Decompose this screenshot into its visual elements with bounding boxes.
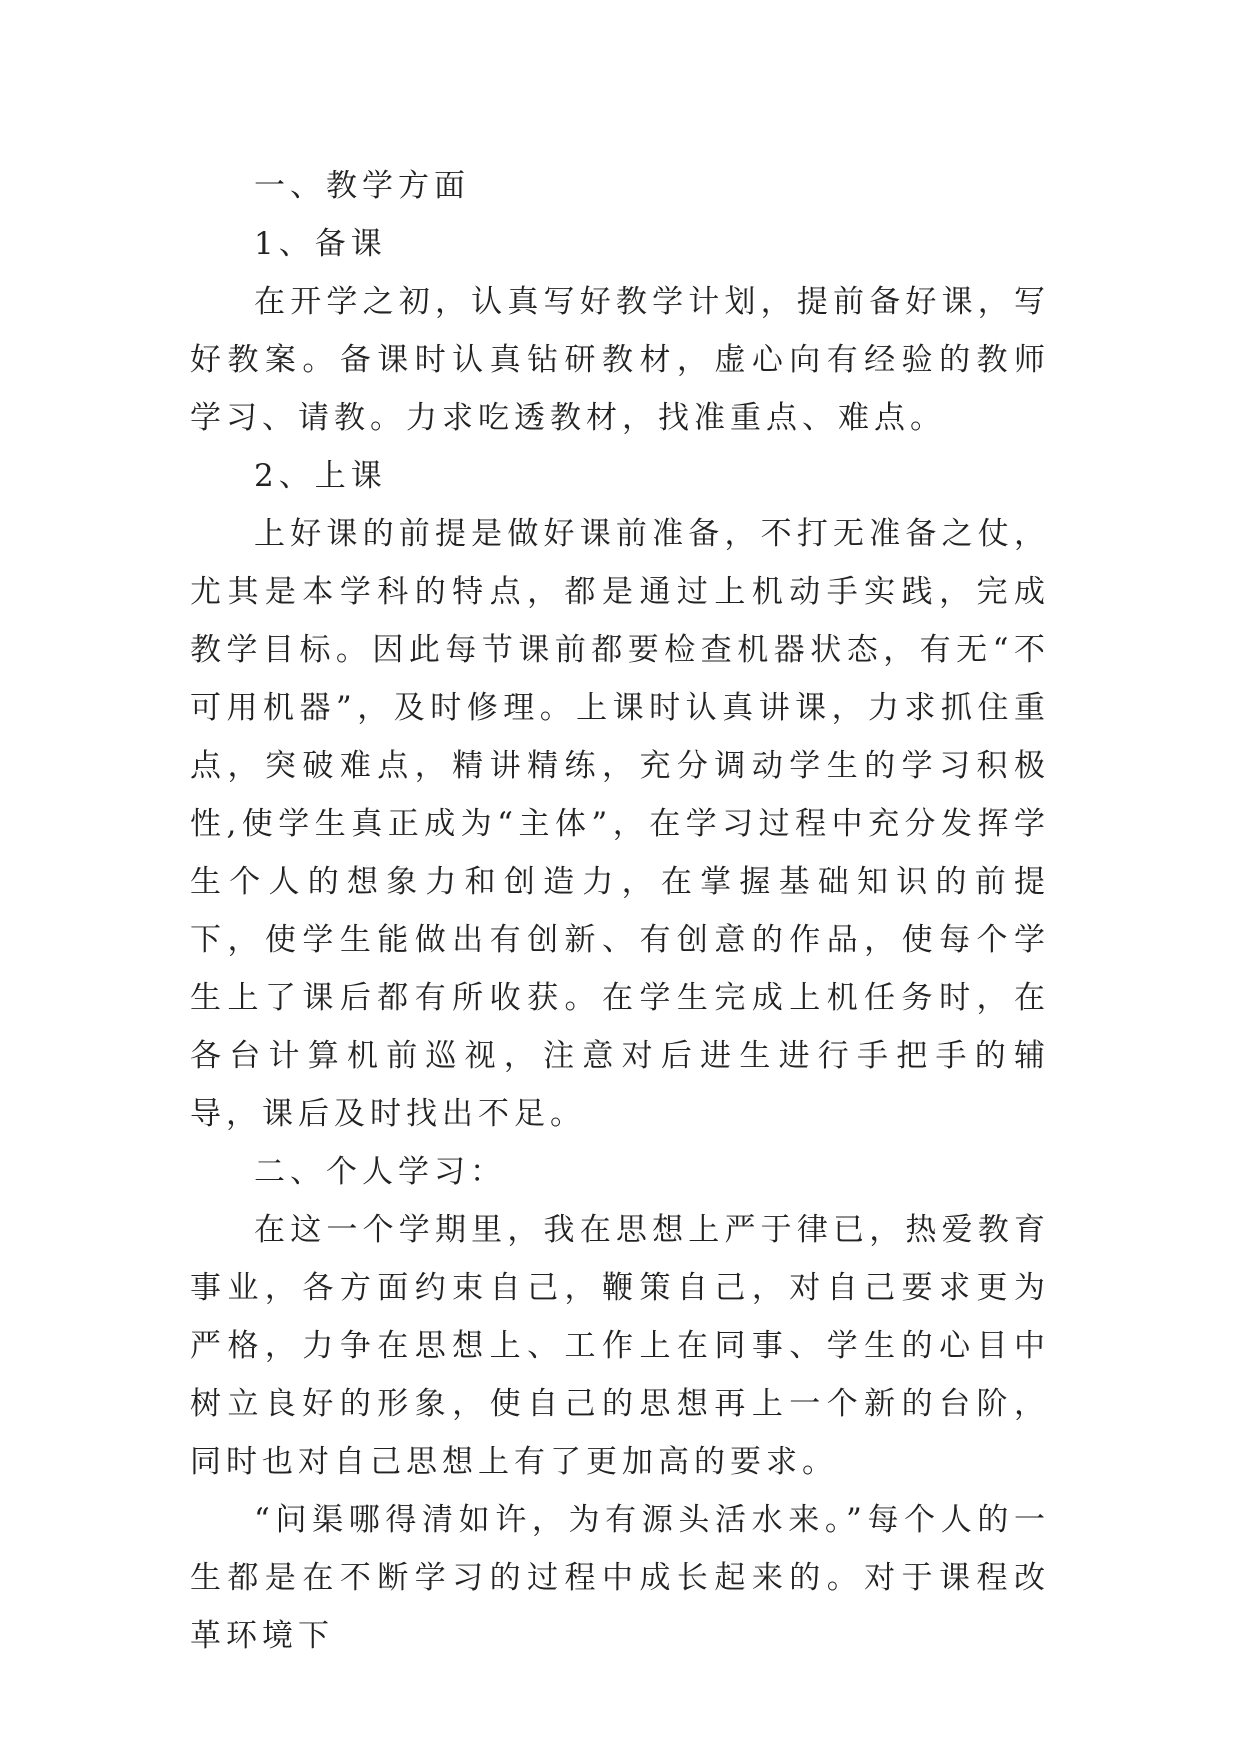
paragraph-personal-study-2: “问渠哪得清如许，为有源头活水来。”每个人的一生都是在不断学习的过程中成长起来的。对于课程改革环境下: [190, 1502, 1050, 1654]
section-heading-personal-study: 二、个人学习：: [254, 1154, 506, 1190]
subheading-class: 2、上课: [254, 458, 387, 494]
paragraph-class: 上好课的前提是做好课前准备，不打无准备之仗，尤其是本学科的特点，都是通过上机动手实践，完成教学目标。因此每节课前都要检查机器状态，有无“不可用机器”，及时修理。上课时认真讲课，力求抓住重点，突破难点，精讲精练，充分调动学生的学习积极性,使学生真正成为“主体”，在学习过程中充分发挥学生个人的想象力和创造力，在掌握基础知识的前提下，使学生能做出有创新、有创意的作品，使每个学生上了课后都有所收获。在学生完成上机任务时，在各台计算机前巡视，注意对后进生进行手把手的辅导，课后及时找出不足。: [190, 516, 1050, 1132]
paragraph-lesson-prep: 在开学之初，认真写好教学计划，提前备好课，写好教案。备课时认真钻研教材，虚心向有经验的教师学习、请教。力求吃透教材，找准重点、难点。: [190, 284, 1050, 436]
paragraph-personal-study-1: 在这一个学期里，我在思想上严于律已，热爱教育事业，各方面约束自己，鞭策自己，对自己要求更为严格，力争在思想上、工作上在同事、学生的心目中树立良好的形象，使自己的思想再上一个新的台阶，同时也对自己思想上有了更加高的要求。: [190, 1212, 1050, 1480]
subheading-lesson-prep: 1、备课: [254, 226, 387, 262]
section-heading-teaching: 一、教学方面: [254, 168, 470, 204]
document-body: [190, 157, 1050, 1665]
